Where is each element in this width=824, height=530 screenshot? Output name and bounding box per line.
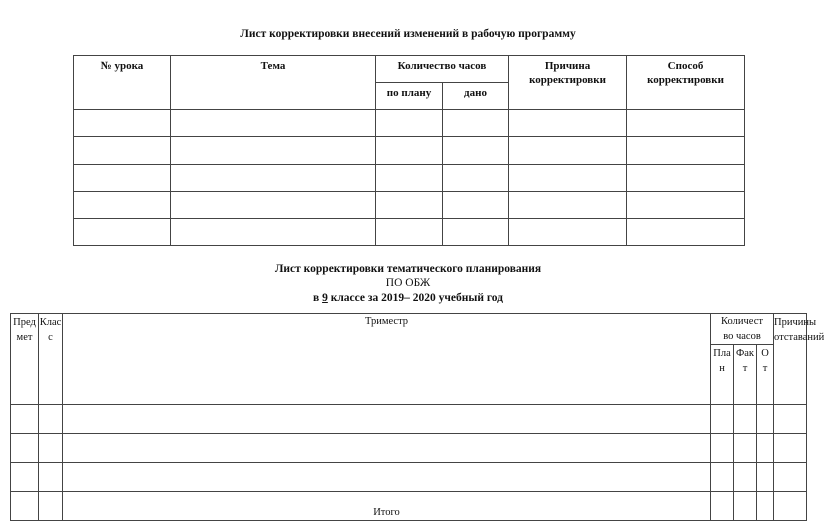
header-ot-vert: О т <box>757 345 774 405</box>
table-row <box>74 192 745 219</box>
header-plan-vert: План <box>711 345 734 405</box>
header-class: Класс <box>39 314 63 405</box>
header-topic: Тема <box>171 56 376 110</box>
planning-table <box>10 313 824 521</box>
total-label: Итого <box>63 492 711 521</box>
header-reasons: Причины отставаний <box>774 314 807 405</box>
grade-number: 9 <box>322 292 328 304</box>
year-line: в 9 классе за 2019– 2020 учебный год <box>313 292 503 304</box>
table-row <box>11 463 807 492</box>
table-row <box>11 434 807 463</box>
header-hours-count: Количест во часов <box>711 314 774 345</box>
table-row <box>74 165 745 192</box>
header-reason: Причина корректировки <box>509 56 627 110</box>
header-lesson-no: № урока <box>74 56 171 110</box>
table-row <box>74 219 745 246</box>
header-hours: Количество часов <box>376 56 509 83</box>
header-plan: по плану <box>376 83 443 110</box>
correction-table <box>73 55 745 246</box>
header-fact-vert: Факт <box>734 345 757 405</box>
planning-sheet-title: Лист корректировки тематического планирования <box>274 263 542 275</box>
table-row <box>11 405 807 434</box>
correction-sheet-title: Лист корректировки внесений изменений в рабочую программу <box>240 28 576 40</box>
header-method: Способ корректировки <box>627 56 745 110</box>
header-given: дано <box>443 83 509 110</box>
table-row <box>74 110 745 137</box>
header-trimester: Триместр <box>63 314 711 405</box>
subject-line: ПО ОБЖ <box>385 277 431 289</box>
total-row <box>11 492 807 521</box>
table-row <box>74 137 745 165</box>
header-subject: Предмет <box>11 314 39 405</box>
